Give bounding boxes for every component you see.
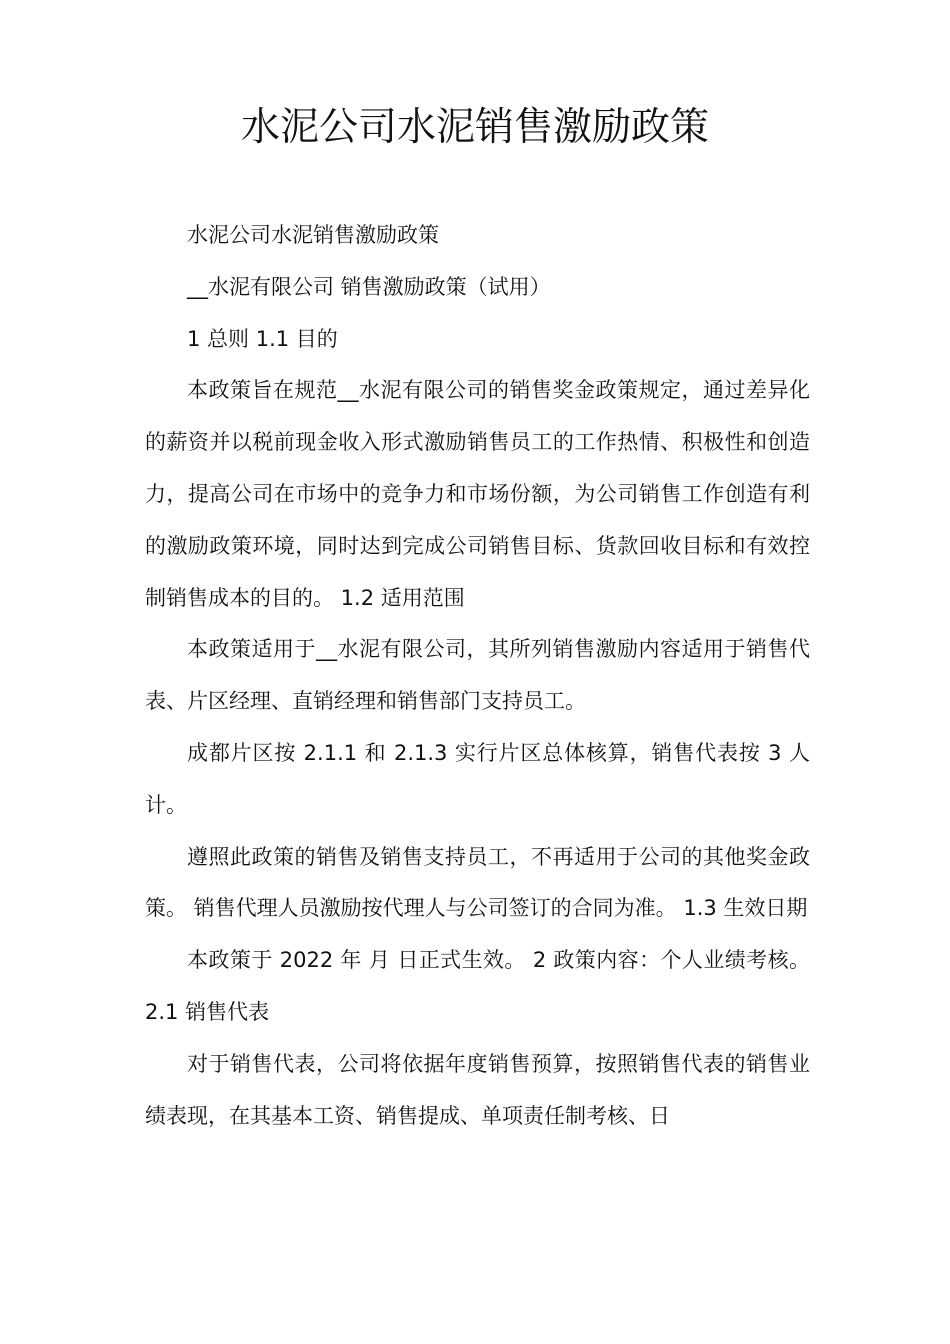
paragraph-subtitle: 水泥公司水泥销售激励政策 (187, 223, 439, 247)
paragraph-section-general: 1 总则 1.1 目的 (187, 326, 338, 351)
paragraph-purpose: 本政策旨在规范__水泥有限公司的销售奖金政策规定，通过差异化的薪资并以税前现金收入形式激励销售员工的工作热情、积极性和创造力，提高公司在市场中的竞争力和市场份额，为公司销售工作创造有利的激励政策环境，同时达到完成公司销售目标、货款回收目标和有效控制销售成本的目的。 1.2 适用范围 (145, 378, 810, 610)
document-body (145, 210, 810, 1142)
paragraph-effective-date: 本政策于 2022 年 月 日正式生效。 2 政策内容：个人业绩考核。 2.1 销售代表 (145, 948, 810, 1024)
paragraph-scope: 本政策适用于__水泥有限公司，其所列销售激励内容适用于销售代表、片区经理、直销经理和销售部门支持员工。 (145, 637, 810, 714)
paragraph-chengdu: 成都片区按 2.1.1 和 2.1.3 实行片区总体核算，销售代表按 3 人计。 (145, 740, 810, 817)
paragraph-applicability: 遵照此政策的销售及销售支持员工，不再适用于公司的其他奖金政策。 销售代理人员激励按代理人与公司签订的合同为准。 1.3 生效日期 (145, 844, 810, 921)
paragraph-policy-name: __水泥有限公司 销售激励政策（试用） (187, 274, 551, 299)
paragraph-sales-rep: 对于销售代表，公司将依据年度销售预算，按照销售代表的销售业绩表现，在其基本工资、销售提成、单项责任制考核、日 (145, 1051, 810, 1128)
document-title: 水泥公司水泥销售激励政策 (240, 105, 709, 150)
